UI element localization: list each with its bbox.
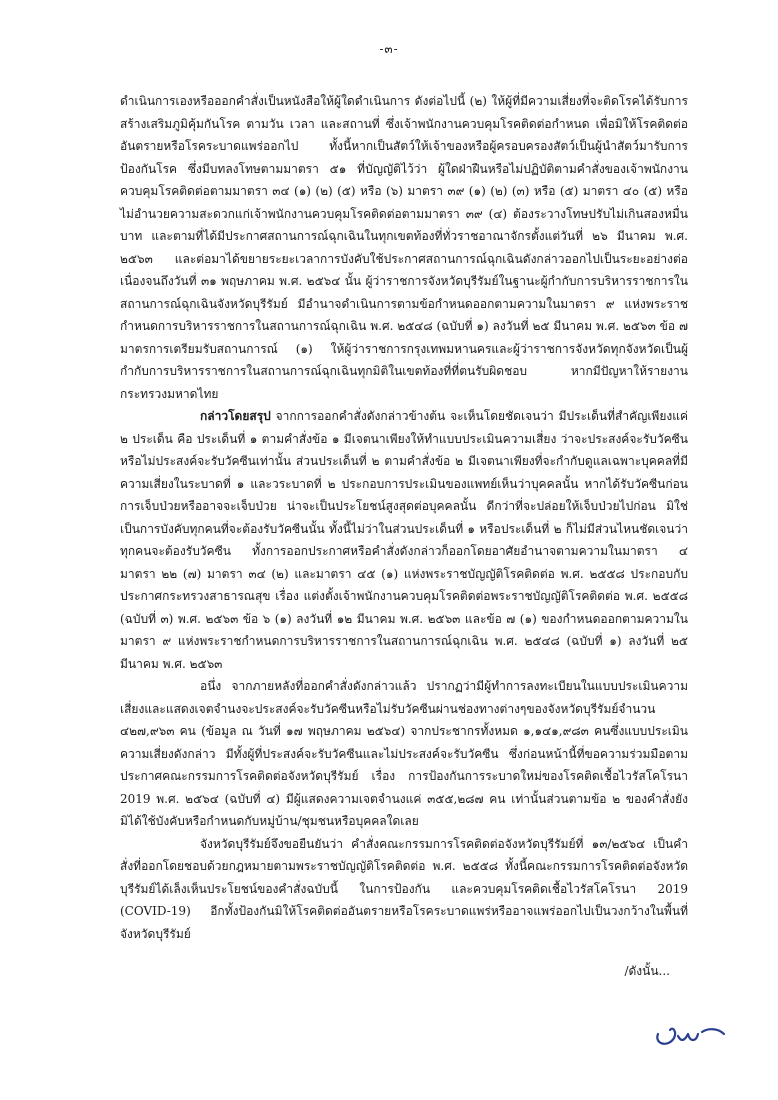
paragraph-4 [120,833,688,946]
summary-heading: กล่าวโดยสรุป [200,409,271,423]
paragraph-4-text: จังหวัดบุรีรัมย์จึงขอยืนยันว่า คำสั่งคณะกรรมการโรคติดต่อจังหวัดบุรีรัมย์ที่ ๑๓/๒๕๖๔ เป็นคำสั่งที่ออกโดยชอบด้วยกฎหมายตามพระราชบัญญัติโรคติดต่อ พ.ศ. ๒๕๕๘ ทั้งนี้คณะกรรมการโรคติดต่อจังหวัดบุรีรัมย์ได้เล็งเห็นประโยชน์ของคำสั่งฉบับนี้ ในการป้องกัน และควบคุมโรคติดเชื้อไวรัสโคโรนา 2019 (COVID-19) อีกทั้งป้องกันมิให้โรคติดต่ออันตรายหรือโรคระบาดแพร่หรืออาจแพร่ออกไปเป็นวงกว้างในพื้นที่จังหวัดบุรีรัมย์ [120,836,688,941]
continued-marker: /ดังนั้น... [624,964,670,978]
paragraph-3-text: อนึ่ง จากภายหลังที่ออกคำสั่งดังกล่าวแล้ว ปรากฏว่ามีผู้ทำการลงทะเบียนในแบบประเมินความเสี่ยงและแสดงเจตจำนงจะประสงค์จะรับวัคซีนหรือไม่รับวัคซีนผ่านช่องทางต่างๆของจังหวัดบุรีรัมย์จำนวน ๔๒๗,๙๖๓ คน (ข้อมูล ณ วันที่ ๑๗ พฤษภาคม ๒๕๖๔) จากประชากรทั้งหมด ๑,๑๔๑,๙๘๓ คนซึ่งแบบประเมินความเสี่ยงดังกล่าว มีทั้งผู้ที่ประสงค์จะรับวัคซีนและไม่ประสงค์จะรับวัคซีน ซึ่งก่อนหน้านี้ที่ขอความร่วมมือตามประกาศคณะกรรมการโรคติดต่อจังหวัดบุรีรัมย์ เรื่อง การป้องกันการระบาดใหม่ของโรคติดเชื้อไวรัสโคโรนา 2019 พ.ศ. ๒๕๖๔ (ฉบับที่ ๔) มีผู้แสดงความเจตจำนงแค่ ๓๕๕,๒๘๗ คน เท่านั้นส่วนตามข้อ ๒ ของคำสั่งยังมิได้ใช้บังคับหรือกำหนดกับหมู่บ้าน/ชุมชนหรือบุคคลใดเลย [120,679,688,828]
paragraph-1-text: ดำเนินการเองหรือออกคำสั่งเป็นหนังสือให้ผู้ใดดำเนินการ ดังต่อไปนี้ (๒) ให้ผู้ที่มีความเสี่ยงที่จะติดโรคได้รับการสร้างเสริมภูมิคุ้มกันโรค ตามวัน เวลา และสถานที่ ซึ่งเจ้าพนักงานควบคุมโรคติดต่อกำหนด เพื่อมิให้โรคติดต่ออันตรายหรือโรคระบาดแพร่ออกไป ทั้งนี้หากเป็นสัตว์ให้เจ้าของหรือผู้ครอบครองสัตว์เป็นผู้นำสัตว์มารับการป้องกันโรค ซึ่งมีบทลงโทษตามมาตรา ๕๑ ที่บัญญัติไว้ว่า ผู้ใดฝ่าฝืนหรือไม่ปฏิบัติตามคำสั่งของเจ้าพนักงานควบคุมโรคติดต่อตามมาตรา ๓๔ (๑) (๒) (๕) หรือ (๖) มาตรา ๓๙ (๑) (๒) (๓) หรือ (๕) มาตรา ๔๐ (๕) หรือไม่อำนวยความสะดวกแก่เจ้าพนักงานควบคุมโรคติดต่อตามมาตรา ๓๙ (๔) ต้องระวางโทษปรับไม่เกินสองหมื่นบาท และตามที่ได้มีประกาศสถานการณ์ฉุกเฉินในทุกเขตท้องที่ทั่วราชอาณาจักรตั้งแต่วันที่ ๒๖ มีนาคม พ.ศ. ๒๕๖๓ และต่อมาได้ขยายระยะเวลาการบังคับใช้ประกาศสถานการณ์ฉุกเฉินดังกล่าวออกไปเป็นระยะอย่างต่อเนื่องจนถึงวันที่ ๓๑ พฤษภาคม พ.ศ. ๒๕๖๔ นั้น ผู้ว่าราชการจังหวัดบุรีรัมย์ในฐานะผู้กำกับการบริหารราชการในสถานการณ์ฉุกเฉินจังหวัดบุรีรัมย์ มีอำนาจดำเนินการตามข้อกำหนดออกตามความในมาตรา ๙ แห่งพระราชกำหนดการบริหารราชการในสถานการณ์ฉุกเฉิน พ.ศ. ๒๕๔๘ (ฉบับที่ ๑) ลงวันที่ ๒๕ มีนาคม พ.ศ. ๒๕๖๓ ข้อ ๗ มาตรการเตรียมรับสถานการณ์ (๑) ให้ผู้ว่าราชการกรุงเทพมหานครและผู้ว่าราชการจังหวัดทุกจังหวัดเป็นผู้กำกับการบริหารราชการในสถานการณ์ฉุกเฉินทุกมิติในเขตท้องที่ที่ตนรับผิดชอบ หากมีปัญหาให้รายงานกระทรวงมหาดไทย [120,94,688,401]
page-number: -๓- [379,42,399,56]
document-body [120,90,688,945]
paragraph-2 [120,405,688,675]
handwritten-signature-icon [652,1014,732,1054]
paragraph-1 [120,90,688,405]
paragraph-3 [120,675,688,833]
paragraph-2-text: จากการออกคำสั่งดังกล่าวข้างต้น จะเห็นโดยชัดเจนว่า มีประเด็นที่สำคัญเพียงแค่ ๒ ประเด็น คือ ประเด็นที่ ๑ ตามคำสั่งข้อ ๑ มีเจตนาเพียงให้ทำแบบประเมินความเสี่ยง ว่าจะประสงค์จะรับวัคซีนหรือไม่ประสงค์จะรับวัคซีนเท่านั้น ส่วนประเด็นที่ ๒ ตามคำสั่งข้อ ๒ มีเจตนาเพียงที่จะกำกับดูแลเฉพาะบุคคลที่มีความเสี่ยงในระบาดที่ ๑ และวระบาดที่ ๒ ประกอบการประเมินของแพทย์เห็นว่าบุคคลนั้น หากได้รับวัคซีนก่อนการเจ็บป่วยหรืออาจจะเจ็บป่วย น่าจะเป็นประโยชน์สูงสุดต่อบุคคลนั้น ดีกว่าที่จะปล่อยให้เจ็บป่วยไปก่อน มิใช่เป็นการบังคับทุกคนที่จะต้องรับวัคซีนนั้น ทั้งนี้ไม่ว่าในส่วนประเด็นที่ ๑ หรือประเด็นที่ ๒ ก็ไม่มีส่วนไหนชัดเจนว่าทุกคนจะต้องรับวัคซีน ทั้งการออกประกาศหรือคำสั่งดังกล่าวก็ออกโดยอาศัยอำนาจตามความในมาตรา ๔ มาตรา ๒๒ (๗) มาตรา ๓๔ (๒) และมาตรา ๔๕ (๑) แห่งพระราชบัญญัติโรคติดต่อ พ.ศ. ๒๕๕๘ ประกอบกับประกาศกระทรวงสาธารณสุข เรื่อง แต่งตั้งเจ้าพนักงานควบคุมโรคติดต่อพระราชบัญญัติโรคติดต่อ พ.ศ. ๒๕๕๘ (ฉบับที่ ๓) พ.ศ. ๒๕๖๓ ข้อ ๖ (๑) ลงวันที่ ๑๒ มีนาคม พ.ศ. ๒๕๖๓ และข้อ ๗ (๑) ของกำหนดออกตามความในมาตรา ๙ แห่งพระราชกำหนดการบริหารราชการในสถานการณ์ฉุกเฉิน พ.ศ. ๒๕๔๘ (ฉบับที่ ๑) ลงวันที่ ๒๕ มีนาคม พ.ศ. ๒๕๖๓ [120,409,688,671]
